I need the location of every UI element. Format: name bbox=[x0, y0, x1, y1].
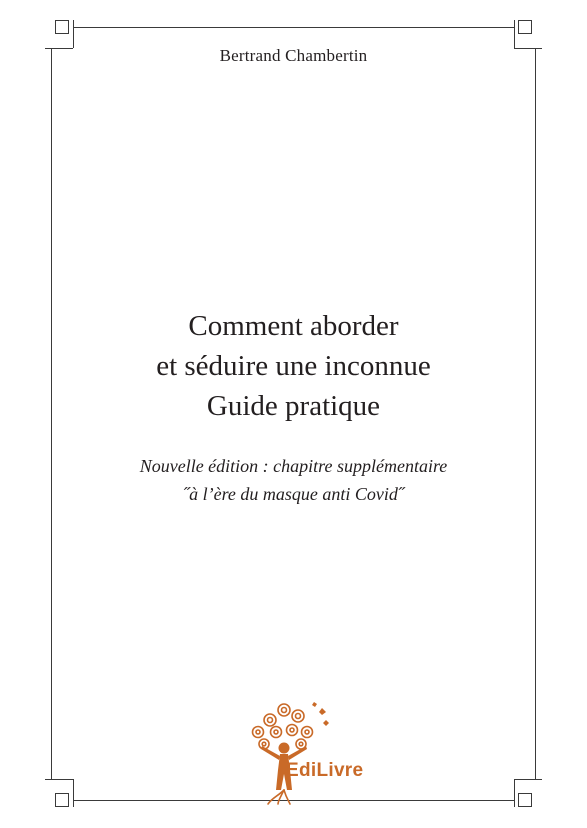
corner-square-top-left bbox=[55, 20, 69, 34]
frame-inner-bottom-line bbox=[73, 779, 74, 807]
frame-inner-right-bottom bbox=[514, 779, 542, 780]
frame-top-line bbox=[73, 27, 514, 28]
publisher-name: EdiLivre bbox=[286, 760, 364, 781]
book-subtitle-line-1: Nouvelle édition : chapitre supplémentaire bbox=[139, 456, 448, 476]
corner-square-bottom-left bbox=[55, 793, 69, 807]
book-title-line-1: Comment aborder bbox=[188, 310, 399, 342]
book-title-line-3: Guide pratique bbox=[206, 390, 381, 422]
book-subtitle-line-2: ˝à l’ère du masque anti Covid˝ bbox=[183, 484, 404, 504]
corner-square-top-right bbox=[518, 20, 532, 34]
frame-inner-top-line-right bbox=[514, 20, 515, 48]
book-title-line-2: et séduire une inconnue bbox=[156, 350, 431, 382]
frame-inner-top-line bbox=[73, 20, 74, 48]
book-title bbox=[0, 306, 587, 426]
book-author: Bertrand Chambertin bbox=[219, 46, 368, 65]
frame-inner-bottom-line-right bbox=[514, 779, 515, 807]
corner-square-bottom-right bbox=[518, 793, 532, 807]
frame-inner-left-bottom bbox=[45, 779, 73, 780]
tree-man-logo-icon bbox=[218, 694, 368, 806]
book-subtitle bbox=[0, 452, 587, 508]
